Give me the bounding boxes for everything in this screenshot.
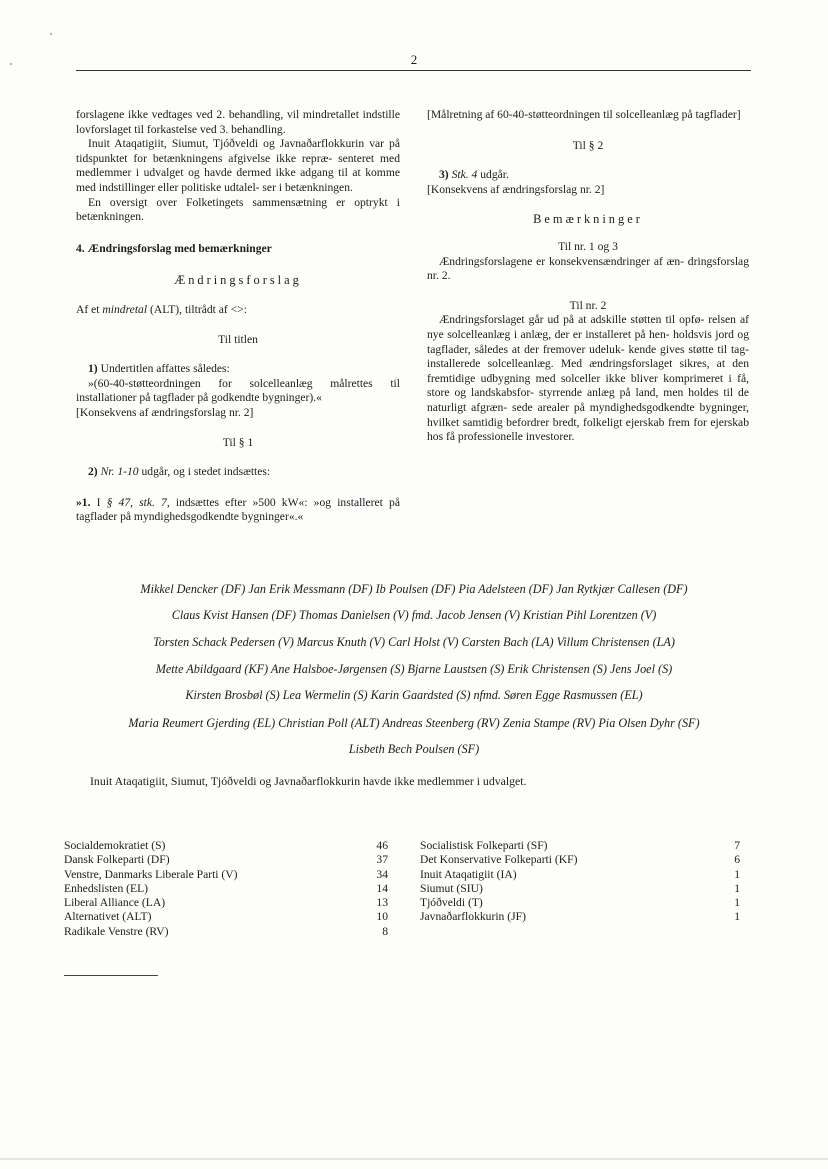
signature-line: Mikkel Dencker (DF) Jan Erik Messmann (DF) Ib Poulsen (DF) Pia Adelsteen (DF) Jan Rytkjær Callesen (DF) [140,582,688,596]
quote-text: I [90,495,107,509]
amendment-1-consequence: [Konsekvens af ændringsforslag nr. 2] [76,405,254,419]
party-seats: 7 [734,839,740,852]
party-seats: 1 [734,867,740,881]
party-name: Liberal Alliance (LA) [64,896,166,910]
quote-ref: § 47, stk. 7, [106,495,170,509]
party-seats: 8 [382,924,388,938]
party-seats: 6 [734,853,740,867]
party-seats: 1 [734,910,740,924]
party-seats-left [340,839,388,939]
subheading-nr2: Til nr. 2 [569,298,607,312]
amendment-number: 1) [88,362,98,376]
paragraph: Inuit Ataqatigiit, Siumut, Tjóðveldi og Javnaðarflokkurin var på tidspunktet for betænkningens afgivelse ikke repræ- senteret med medlemmer i udvalget og havde dermed ikke adgang til at komme med indstillinger eller politiske udtalel- ser i betænkningen. [76,137,400,194]
amendment-number: 3) [439,168,449,182]
left-column [76,108,400,525]
scan-edge [0,1158,828,1160]
amendment-text: Undertitlen affattes således: [97,362,230,376]
party-name: Enhedslisten (EL) [64,881,149,895]
no-members-note: Inuit Ataqatigiit, Siumut, Tjóðveldi og Javnaðarflokkurin havde ikke medlemmer i udvalget. [90,774,527,788]
targeting-note: [Målretning af 60-40-støtteordningen til solcelleanlæg på tagflader] [427,108,741,121]
party-name: Socialdemokratiet (S) [64,839,166,852]
section-heading: 4. Ændringsforslag med bemærkninger [76,241,272,255]
party-names-right [420,839,700,925]
quote-number: »1. [76,495,91,509]
party-name: Tjóðveldi (T) [420,896,483,910]
quote-text: indsættes efter »500 kW«: »og installeret på tagflader på myndighedsgodkendte bygninger«.« [76,495,400,524]
paragraph: forslagene ikke vedtages ved 2. behandling, vil mindretallet indstille lovforslaget til forkastelse ved 3. behandling. [76,108,400,136]
amendment-1-quote: »(60-40-støtteordningen for solcelleanlæg målrettes til installationer på tagflader på godkendte bygninger).« [76,376,400,405]
party-name: Venstre, Danmarks Liberale Parti (V) [64,867,238,881]
party-seats: 1 [734,896,740,910]
party-name: Det Konservative Folkeparti (KF) [420,853,578,867]
party-name: Inuit Ataqatigiit (IA) [420,867,517,881]
party-name: Dansk Folkeparti (DF) [64,853,170,867]
proposer-prefix: Af et [76,302,103,316]
paragraph: En oversigt over Folketingets sammensætning er optrykt i betænkningen. [76,195,400,224]
signature-line: Lisbeth Bech Poulsen (SF) [348,742,480,756]
remark-nr2: Ændringsforslaget går ud på at adskille støtten til opfø- relsen af nye solcelleanlæg i anlæg, der er installeret på hen- holdsvis jord og tagflader, således at der fremover udeluk- kende gives støtte til tag-installerede solcelleanlæg. Med ændringsforslaget sikres, at den fremtidige udbygning med solceller ikke bliver komprimeret i få, store og landskabsfor- styrrende anlæg på land, men holdes til de naturligt afgræn- sede arealer på myndighedsgodkendte bygninger, hvilket samtidig befordrer bredt, folkeligt ejerskab frem for ejerskab hos få professionelle investorer. [427,313,749,444]
party-seats: 13 [376,896,388,910]
proposer-minority: mindretal [102,302,148,316]
party-seats: 10 [376,910,388,924]
footnote-rule [64,975,158,976]
signature-line: Maria Reumert Gjerding (EL) Christian Poll (ALT) Andreas Steenberg (RV) Zenia Stampe (RV) Pia Olsen Dyhr (SF) [128,716,700,730]
amendment-ref: Nr. 1-10 [97,465,139,479]
proposer-suffix: (ALT), tiltrådt af <>: [147,302,247,316]
header-rule [76,70,751,71]
party-name: Socialistisk Folkeparti (SF) [420,839,548,852]
remark-nr13: Ændringsforslagene er konsekvensændringer af æn- dringsforslag nr. 2. [427,254,749,283]
amendments-heading: Ændringsforslag [174,273,302,288]
proposer-line [76,303,400,318]
page-number: 2 [410,52,418,67]
subheading-nr13: Til nr. 1 og 3 [558,239,618,253]
subheading-par1: Til § 1 [222,435,254,449]
party-seats: 37 [376,853,388,867]
amendment-text: udgår, og i stedet indsættes: [138,465,271,479]
subheading-par2: Til § 2 [572,138,604,152]
amendment-ref: Stk. 4 [448,168,478,182]
amendment-3 [427,168,749,183]
amendment-2-quote [76,496,400,525]
scan-speck [50,33,52,35]
party-name: Radikale Venstre (RV) [64,924,169,938]
signature-line: Claus Kvist Hansen (DF) Thomas Danielsen (V) fmd. Jacob Jensen (V) Kristian Pihl Lorentzen (V) [171,608,657,622]
signature-line: Kirsten Brosbøl (S) Lea Wermelin (S) Karin Gaardsted (S) nfmd. Søren Egge Rasmussen (EL) [185,688,643,702]
signature-line: Mette Abildgaard (KF) Ane Halsboe-Jørgensen (S) Bjarne Laustsen (S) Erik Christensen (S) Jens Joel (S) [155,662,673,676]
party-names-left [64,839,334,939]
party-seats: 46 [376,839,388,852]
remarks-heading: Bemærkninger [533,212,643,227]
subheading-title: Til titlen [218,332,258,346]
party-name: Siumut (SIU) [420,881,483,895]
amendment-3-consequence: [Konsekvens af ændringsforslag nr. 2] [427,182,605,196]
party-seats-right [700,839,740,925]
amendment-number: 2) [88,465,98,479]
party-name: Javnaðarflokkurin (JF) [420,910,526,924]
party-seats: 34 [376,867,388,881]
amendment-1 [76,362,400,377]
party-name: Alternativet (ALT) [64,910,152,924]
party-seats: 14 [376,881,388,895]
party-seats: 1 [734,881,740,895]
right-column [427,108,749,445]
signature-line: Torsten Schack Pedersen (V) Marcus Knuth (V) Carl Holst (V) Carsten Bach (LA) Villum Christensen (LA) [153,635,675,649]
amendment-2 [76,465,400,480]
amendment-text: udgår. [477,168,509,182]
